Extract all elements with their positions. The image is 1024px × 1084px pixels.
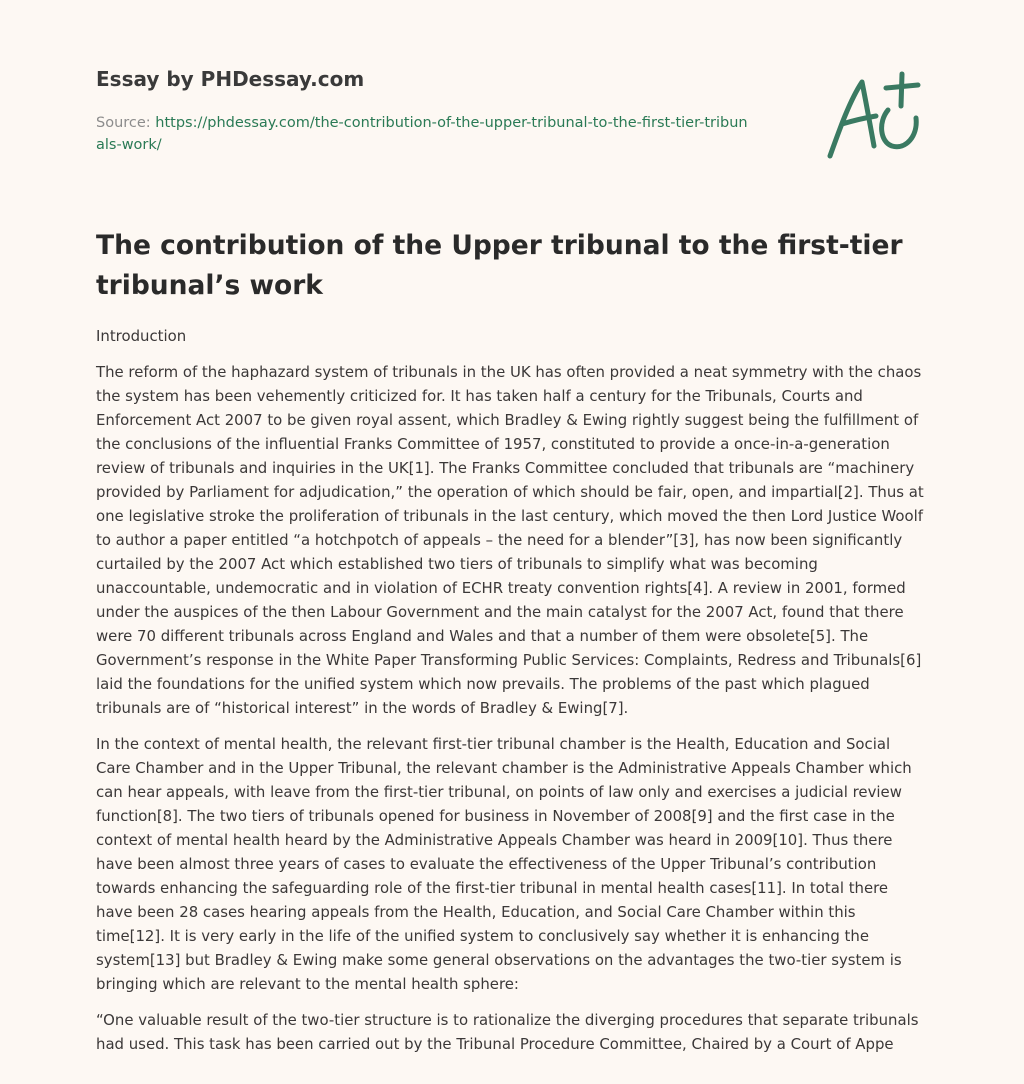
- a-plus-logo-icon: [826, 66, 926, 166]
- essay-paragraph: Introduction: [96, 327, 187, 345]
- site-title: Essay by PHDessay.com: [96, 67, 365, 91]
- essay-paragraph: The reform of the haphazard system of tribunals in the UK has often provided a neat symmetry with the chaos the system has been vehemently criticized for. It has taken half a century for the Tribunals, Courts and Enforcement Act 2007 to be given royal assent, which Bradley & Ewing rightly suggest being the fulfillment of the conclusions of the influential Franks Committee of 1957, constituted to provide a once-in-a-generation review of tribunals and inquiries in the UK[1]. The Franks Committee concluded that tribunals are “machinery provided by Parliament for adjudication,” the operation of which should be fair, open, and impartial[2]. Thus at one legislative stroke the proliferation of tribunals in the last century, which moved the then Lord Justice Woolf to author a paper entitled “a hotchpotch of appeals – the need for a blender”[3], has now been significantly curtailed by the 2007 Act which established two tiers of tribunals to simplify what was becoming unaccountable, undemocratic and in violation of ECHR treaty convention rights[4]. A review in 2001, formed under the auspices of the then Labour Government and the main catalyst for the 2007 Act, found that there were 70 different tribunals across England and Wales and that a number of them were obsolete[5]. The Government’s response in the White Paper Transforming Public Services: Complaints, Redress and Tribunals[6] laid the foundations for the unified system which now prevails. The problems of the past which plagued tribunals are of “historical interest” in the words of Bradley & Ewing[7].: [96, 363, 924, 717]
- essay-paragraph: In the context of mental health, the relevant first-tier tribunal chamber is the Health, Education and Social Care Chamber and in the Upper Tribunal, the relevant chamber is the Administrative Appeals Chamber which can hear appeals, with leave from the first-tier tribunal, on points of law only and exercises a judicial review function[8]. The two tiers of tribunals opened for business in November of 2008[9] and the first case in the context of mental health heard by the Administrative Appeals Chamber was heard in 2009[10]. Thus there have been almost three years of cases to evaluate the effectiveness of the Upper Tribunal’s contribution towards enhancing the safeguarding role of the first-tier tribunal in mental health cases[11]. In total there have been 28 cases hearing appeals from the Health, Education, and Social Care Chamber within this time[12]. It is very early in the life of the unified system to conclusively say whether it is enhancing the system[13] but Bradley & Ewing make some general observations on the advantages the two-tier system is bringing which are relevant to the mental health sphere:: [96, 735, 912, 993]
- source-line: [96, 112, 756, 156]
- essay-paragraph: “One valuable result of the two-tier structure is to rationalize the diverging procedures that separate tribunals had used. This task has been carried out by the Tribunal Procedure Committee, Chaired by a Court of Appe: [96, 1011, 919, 1053]
- source-label: Source:: [96, 115, 156, 131]
- source-link[interactable]: https://phdessay.com/the-contribution-of-the-upper-tribunal-to-the-first-tier-tribunals-work/: [96, 115, 748, 153]
- essay-body: [96, 324, 928, 1068]
- essay-title: The contribution of the Upper tribunal to the first-tier tribunal’s work: [96, 230, 903, 301]
